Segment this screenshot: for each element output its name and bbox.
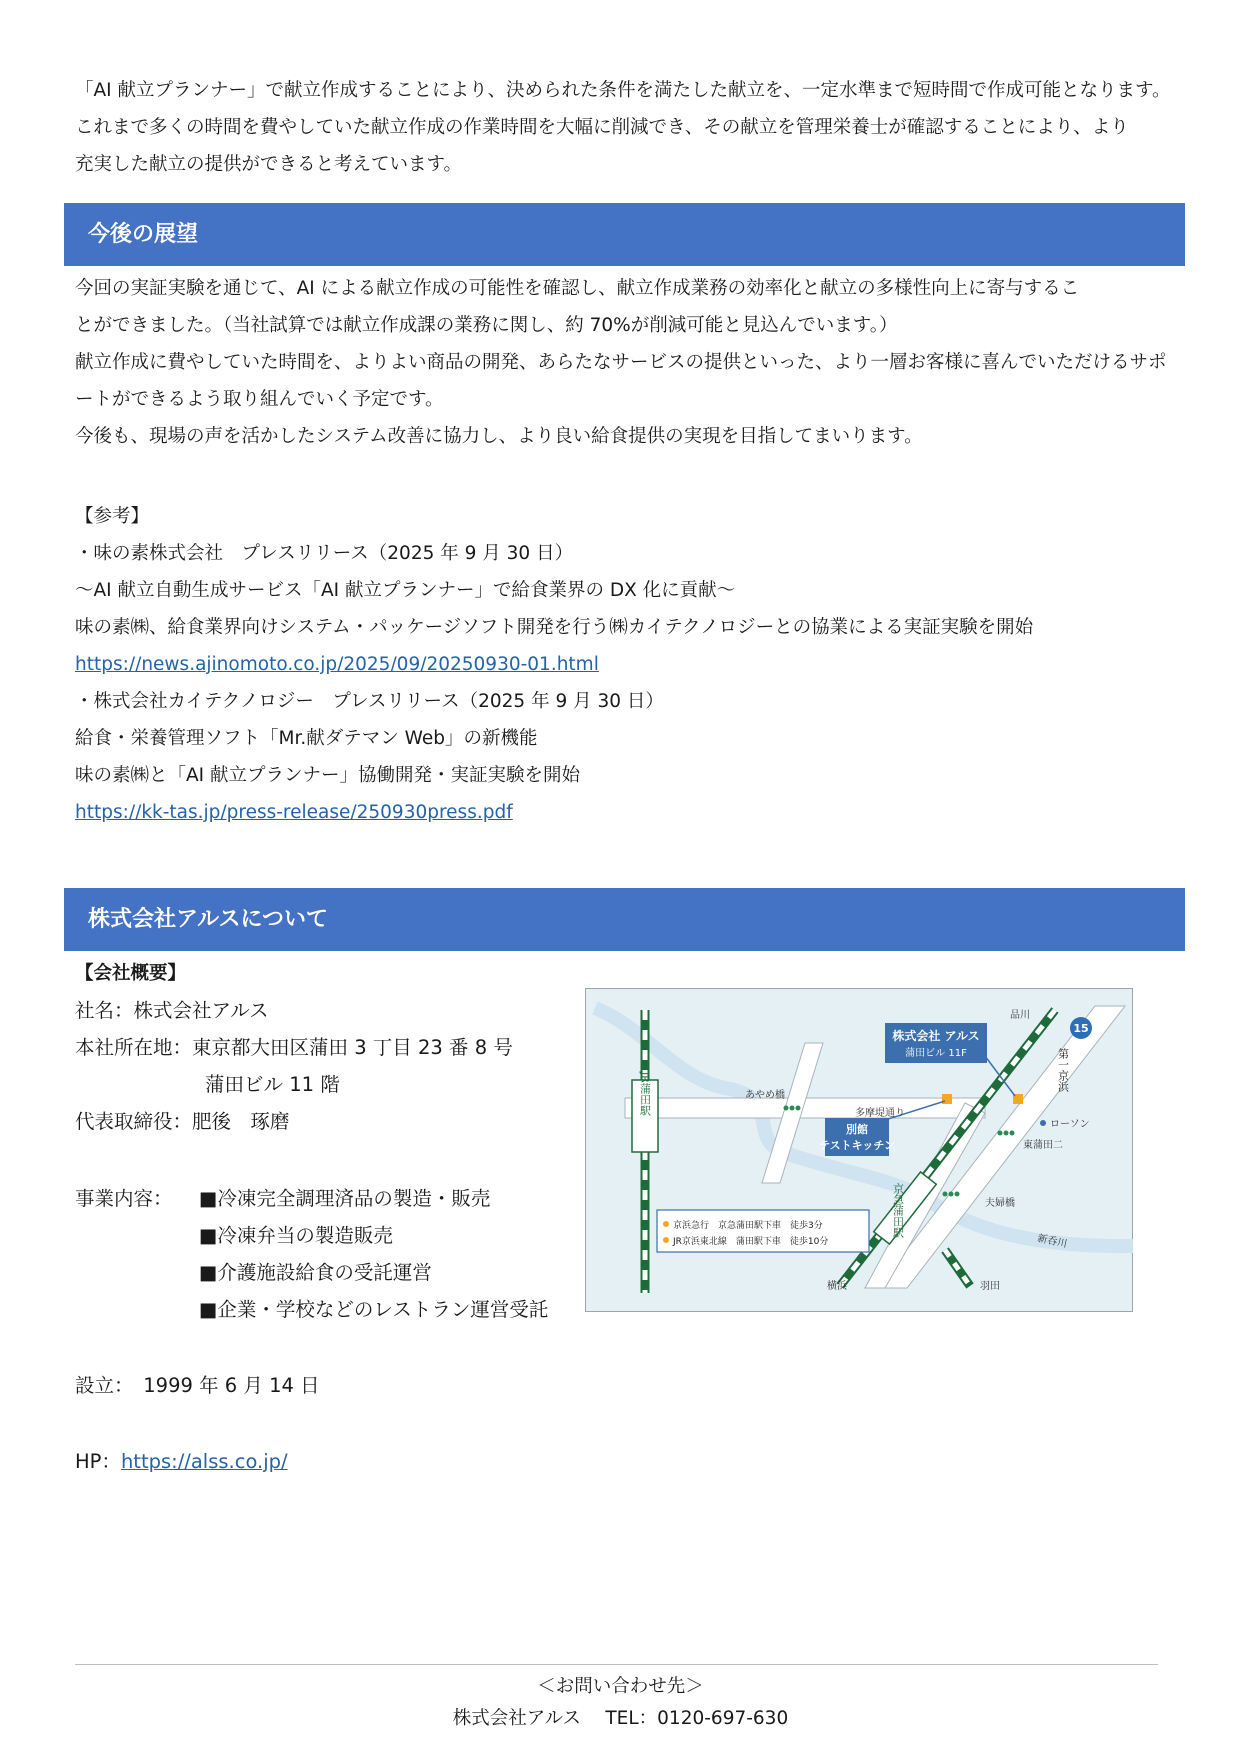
reference-item1-subtitle: ～AI 献立自動生成サービス「AI 献立プランナー」で給食業界の DX 化に貢献～: [75, 580, 736, 601]
shinagawa-label: 品川: [1010, 1010, 1030, 1021]
access-line-2: JR京浜東北線 蒲田駅下車 徒歩10分: [673, 1237, 829, 1247]
route-name: 第一京浜: [1056, 1048, 1070, 1092]
outlook-line: とができました。（当社試算では献立作成課の業務に関し、約 70%が削減可能と見込んでいます。）: [75, 315, 898, 336]
hp-label: HP：: [75, 1450, 121, 1473]
street-label: 多摩堤通り: [855, 1108, 905, 1119]
intro-line: 「AI 献立プランナー」で献立作成することにより、決められた条件を満たした献立を、一定水準まで短時間で作成可能となります。: [75, 80, 1171, 101]
annex-marker: [942, 1094, 952, 1104]
contact-label: ＜お問い合わせ先＞: [537, 1676, 704, 1697]
higashi-kamata-label: 東蒲田二: [1023, 1140, 1063, 1151]
intro-paragraph: [75, 72, 1185, 183]
access-map: [585, 988, 1133, 1312]
ayame-bridge-label: あやめ橋: [745, 1090, 785, 1101]
footer-divider: [75, 1664, 1158, 1665]
lawson-marker: [1040, 1120, 1046, 1126]
reference-item1-title: ・味の素株式会社 プレスリリース（2025 年 9 月 30 日）: [75, 543, 574, 564]
reference-label: 【参考】: [75, 506, 150, 527]
business-item: ■冷凍弁当の製造販売: [199, 1224, 393, 1247]
keikyu-station-label: 京急蒲田駅: [891, 1183, 905, 1238]
company-overview-label: 【会社概要】: [75, 963, 187, 984]
business-item: ■介護施設給食の受託運営: [199, 1261, 432, 1284]
jr-station-label: JR蒲田駅: [638, 1072, 652, 1116]
company-label: 株式会社 アルス: [892, 1029, 980, 1043]
reference-item1-summary: 味の素㈱、給食業界向けシステム・パッケージソフト開発を行う㈱カイテクノロジーとの協業による実証実験を開始: [75, 617, 1034, 638]
reference-item2-link[interactable]: https://kk-tas.jp/press-release/250930press.pdf: [75, 802, 513, 823]
lawson-label: ローソン: [1050, 1119, 1090, 1130]
company-name: 社名：株式会社アルス: [75, 999, 269, 1022]
company-address: 本社所在地：東京都大田区蒲田 3 丁目 23 番 8 号: [75, 1036, 513, 1059]
company-details: [75, 992, 513, 1140]
intro-line: これまで多くの時間を費やしていた献立作成の作業時間を大幅に削減でき、その献立を管理栄養士が確認することにより、より: [75, 117, 1129, 138]
company-homepage: [75, 1443, 288, 1480]
annex-label-1: 別館: [846, 1123, 868, 1136]
route-number: 15: [1073, 1022, 1089, 1035]
reference-item2-summary: 味の素㈱と「AI 献立プランナー」協働開発・実証実験を開始: [75, 765, 580, 786]
company-founded: 設立： 1999 年 6 月 14 日: [75, 1374, 320, 1397]
hp-link[interactable]: https://alss.co.jp/: [120, 1450, 288, 1473]
access-line-1: 京浜急行 京急蒲田駅下車 徒歩3分: [673, 1221, 823, 1231]
fufu-bridge-label: 夫婦橋: [985, 1198, 1015, 1209]
reference-block: [75, 498, 1185, 831]
company-heading: 株式会社アルスについて: [64, 888, 1185, 951]
business-item: ■冷凍完全調理済品の製造・販売: [199, 1187, 491, 1210]
contact-line: 株式会社アルス TEL：0120-697-630: [452, 1708, 789, 1729]
annex-label-2: テストキッチン: [819, 1139, 895, 1152]
company-representative: 代表取締役：肥後 琢磨: [75, 1110, 290, 1133]
haneda-label: 羽田: [980, 1281, 1000, 1292]
outlook-line: 今回の実証実験を通じて、AI による献立作成の可能性を確認し、献立作成業務の効率化と献立の多様性向上に寄与するこ: [75, 278, 1080, 299]
business-item: ■企業・学校などのレストラン運営受託: [199, 1298, 549, 1321]
outlook-line: 今後も、現場の声を活かしたシステム改善に協力し、より良い給食提供の実現を目指してまいります。: [75, 426, 923, 447]
intro-line: 充実した献立の提供ができると考えています。: [75, 154, 463, 175]
business-block: [75, 1180, 548, 1328]
reference-item2-title: ・株式会社カイテクノロジー プレスリリース（2025 年 9 月 30 日）: [75, 691, 664, 712]
yokohama-label: 横浜: [827, 1281, 847, 1292]
shin-river-label: 新呑川: [1036, 1233, 1069, 1251]
company-building-label: 蒲田ビル 11F: [905, 1048, 967, 1059]
company-address-building: 蒲田ビル 11 階: [205, 1073, 340, 1096]
outlook-heading: 今後の展望: [64, 203, 1185, 266]
reference-item2-subtitle: 給食・栄養管理ソフト「Mr.献ダテマン Web」の新機能: [75, 728, 538, 749]
outlook-line: 献立作成に費やしていた時間を、よりよい商品の開発、あらたなサービスの提供といった、より一層お客様に喜んでいただけるサポ: [75, 352, 1167, 373]
reference-item1-link[interactable]: https://news.ajinomoto.co.jp/2025/09/20250930-01.html: [75, 654, 599, 675]
business-label: 事業内容：: [75, 1187, 173, 1210]
outlook-line: ートができるよう取り組んでいく予定です。: [75, 389, 444, 410]
outlook-paragraph: [75, 270, 1185, 455]
